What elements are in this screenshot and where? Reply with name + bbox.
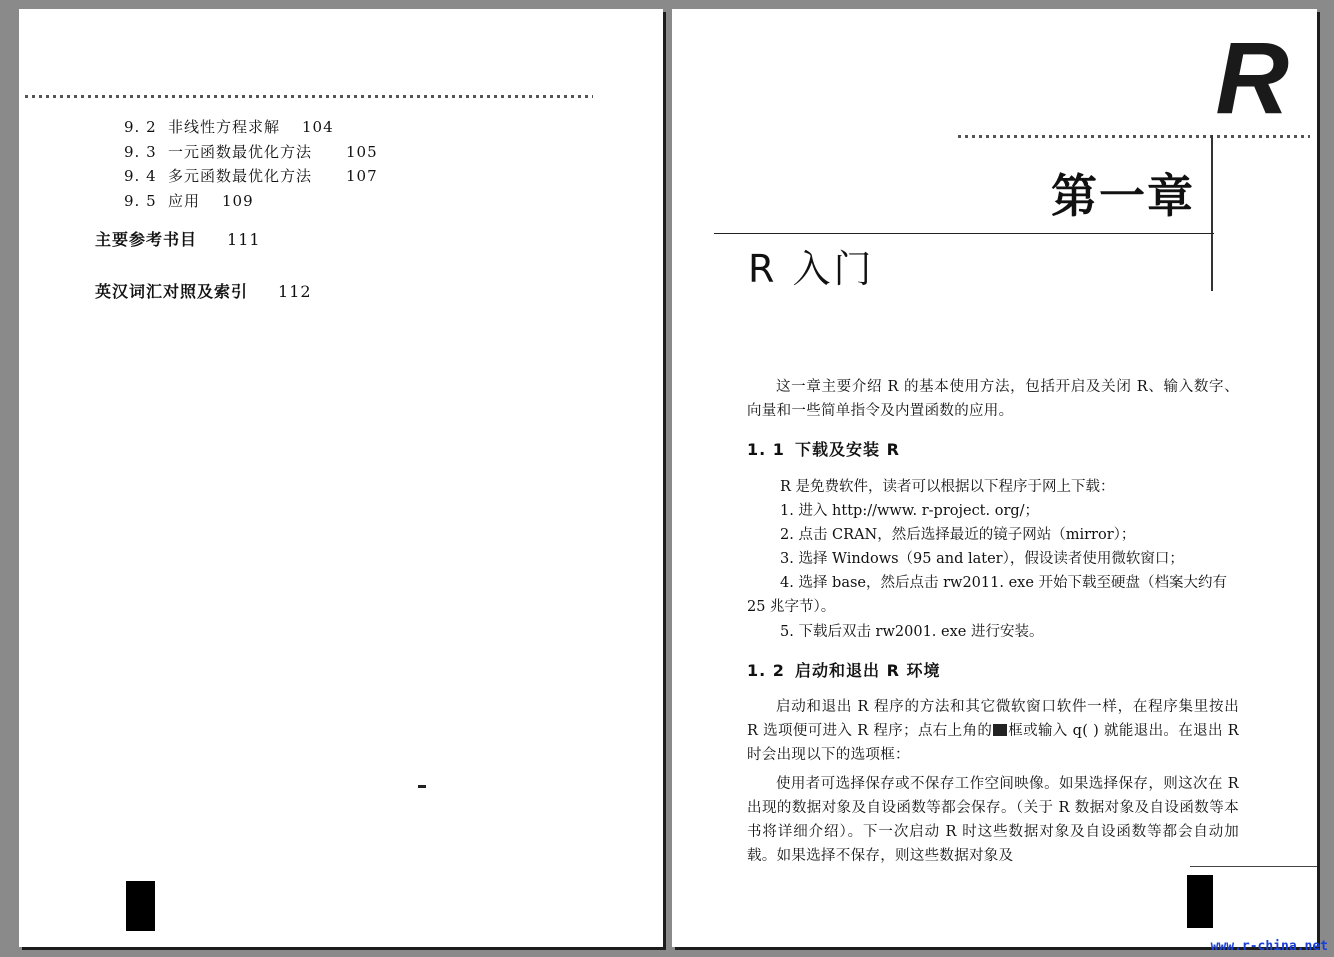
list-item: 5. 下载后双击 rw2001. exe 进行安装。 xyxy=(780,624,1044,640)
list-item: 1. 进入 http://www. r-project. org/； xyxy=(780,503,1040,519)
toc-entry-number: 9. 5 xyxy=(124,192,157,210)
toc-entry-number: 9. 3 xyxy=(124,143,157,161)
toc-entry-page: 105 xyxy=(346,143,378,161)
body-paragraph xyxy=(747,695,1239,767)
section-heading xyxy=(747,437,900,460)
paragraph-text: 框或输入 q( ) 就能退出。在退出 R 时会出现以下的选项框： xyxy=(747,723,1239,763)
intro-paragraph: 这一章主要介绍 R 的基本使用方法，包括开启及关闭 R、输入数字、向量和一些简单指令及内置函数的应用。 xyxy=(747,379,1239,419)
toc-entry-number: 9. 4 xyxy=(124,167,157,185)
toc-major-entry xyxy=(95,227,261,250)
toc-major-page: 111 xyxy=(227,230,261,249)
thumb-tab xyxy=(1187,875,1213,928)
chapter-label: 第一章 xyxy=(1051,169,1195,223)
right-page xyxy=(672,9,1317,947)
close-icon xyxy=(993,724,1007,736)
toc-entry-number: 9. 2 xyxy=(124,118,157,136)
toc-major-title: 英汉词汇对照及索引 xyxy=(95,282,249,301)
toc-entry-title: 非线性方程求解 xyxy=(168,118,281,136)
toc-entry xyxy=(124,190,254,211)
paragraph-text: 启动和退出 R 程序的方法和其它微软窗口软件一样，在程序集里按出 R 选项便可进入 R 程序；点右上角的 xyxy=(747,699,1239,739)
toc-entry xyxy=(124,165,378,186)
list-item: 4. 选择 base，然后点击 rw2011. exe 开始下载至硬盘（档案大约有 25 兆字节）。 xyxy=(747,575,1228,615)
toc-major-entry xyxy=(95,279,312,302)
list-item: 2. 点击 CRAN，然后选择最近的镜子网站（mirror）； xyxy=(780,527,1136,543)
section-number: 1. 1 xyxy=(747,440,785,459)
thumb-tab xyxy=(126,881,155,931)
toc-entry-title: 一元函数最优化方法 xyxy=(168,143,313,161)
toc-entry-title: 应用 xyxy=(168,192,201,210)
toc-entry-page: 107 xyxy=(346,167,378,185)
toc-entry-page: 104 xyxy=(302,118,334,136)
dotted-rule xyxy=(958,135,1310,138)
list-item: 3. 选择 Windows（95 and later），假设读者使用微软窗口； xyxy=(780,551,1184,567)
left-page xyxy=(19,9,663,947)
horizontal-rule xyxy=(714,233,1214,234)
section-lead: R 是免费软件，读者可以根据以下程序于网上下载： xyxy=(780,479,1115,495)
toc-major-page: 112 xyxy=(278,282,312,301)
body-paragraph: 使用者可选择保存或不保存工作空间映像。如果选择保存，则这次在 R 出现的数据对象及自设函数等都会保存。（关于 R 数据对象及自设函数等本书将详细介绍）。下一次启动 R 时这些数据对象及自设函数等都会自动加载。如果选择不保存，则这些数据对象及 xyxy=(747,776,1239,864)
toc-entry xyxy=(124,116,334,137)
section-heading xyxy=(747,658,940,681)
toc-major-title: 主要参考书目 xyxy=(95,230,198,249)
bottom-rule xyxy=(1190,866,1317,867)
watermark: www.r-china.net xyxy=(1210,939,1328,954)
vertical-rule xyxy=(1211,135,1213,291)
dotted-rule xyxy=(25,95,593,98)
section-number: 1. 2 xyxy=(747,661,785,680)
section-title: 下载及安装 R xyxy=(795,440,900,459)
section-title: 启动和退出 R 环境 xyxy=(795,661,941,680)
toc-entry xyxy=(124,141,378,162)
toc-entry-page: 109 xyxy=(222,192,254,210)
chapter-letter: R xyxy=(1215,21,1289,135)
toc-entry-title: 多元函数最优化方法 xyxy=(168,167,313,185)
chapter-title: R 入门 xyxy=(748,247,875,291)
scan-speck xyxy=(418,785,426,788)
